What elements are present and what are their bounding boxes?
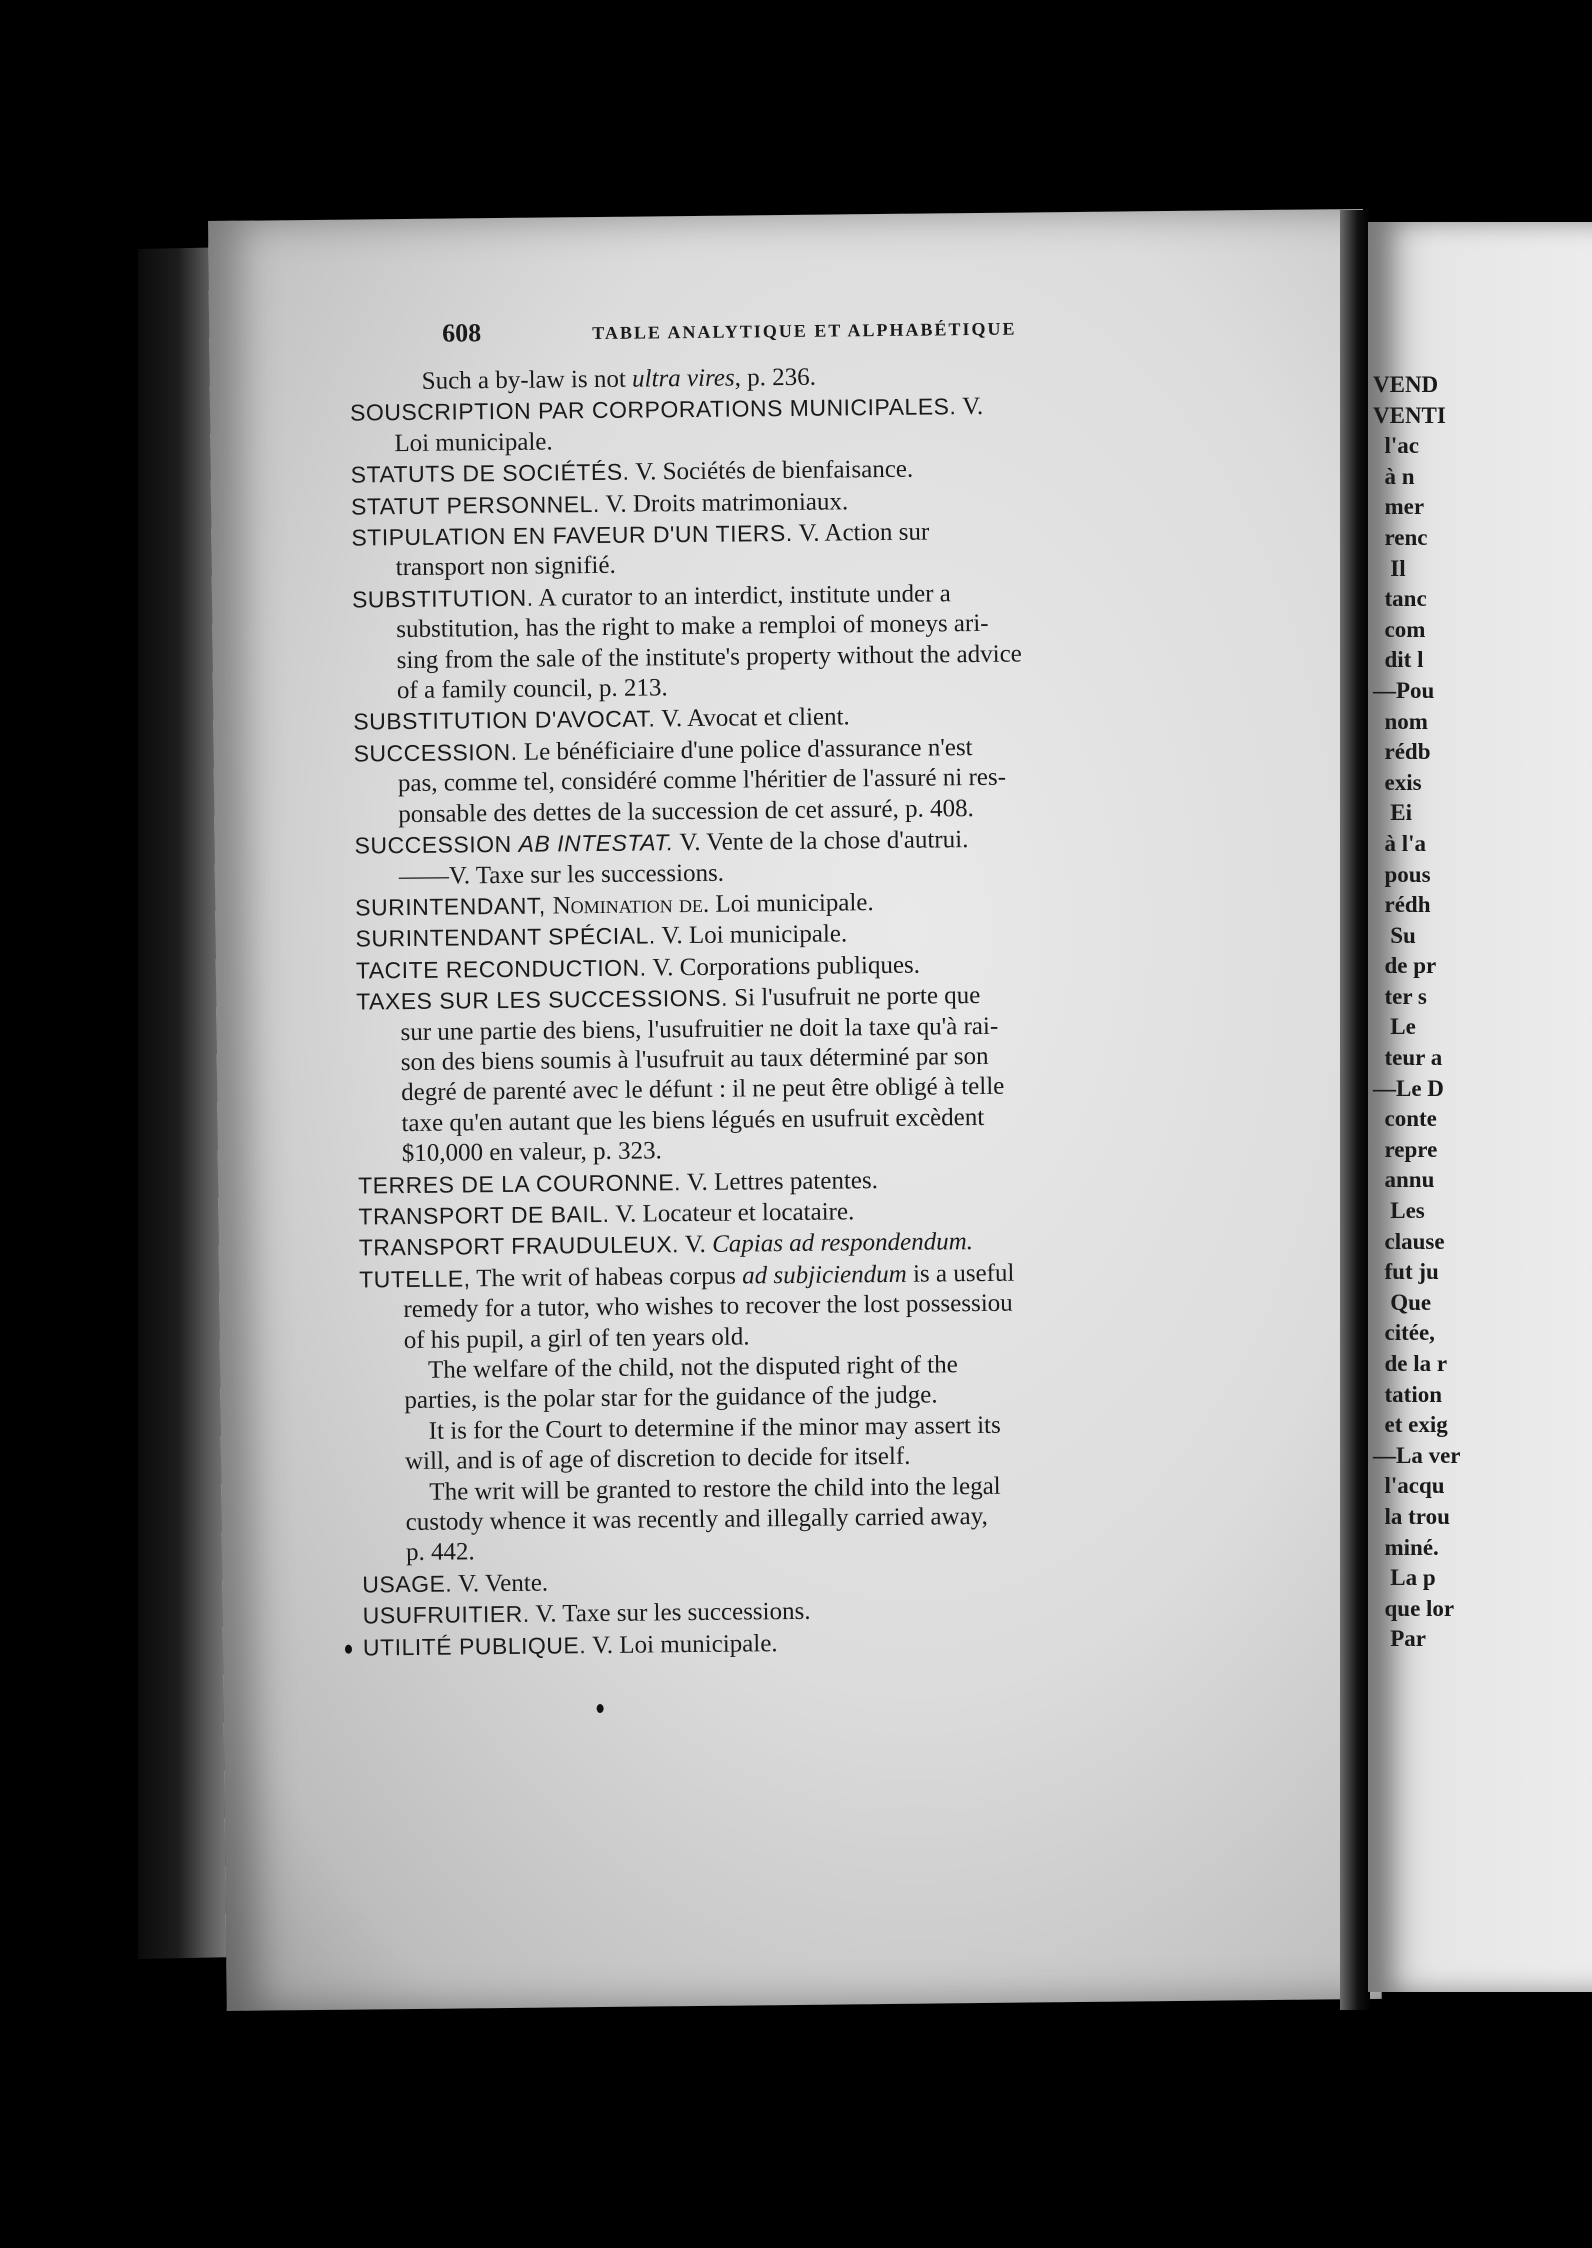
left-page: [208, 209, 1382, 2011]
entry-text: Le bénéficiaire d'une police d'assurance n'est: [517, 733, 973, 766]
entry-text: Loi municipale.: [709, 889, 874, 918]
entry-line: will, and is of age of discretion to decide for itself.: [404, 1442, 911, 1476]
entry-heading-italic: AB INTESTAT.: [518, 829, 674, 857]
right-page-line: —Le D: [1373, 1075, 1444, 1101]
entry-heading: USUFRUITIER.: [362, 1601, 530, 1629]
entry-continuation: sur une partie des biens, l'usufruitier ne doit la taxe qu'à rai-: [400, 1012, 999, 1046]
entry-heading: TAXES SUR LES SUCCESSIONS.: [356, 984, 729, 1015]
entry-heading: SURINTENDANT SPÉCIAL.: [355, 922, 656, 952]
entry-text: is a useful: [906, 1259, 1015, 1288]
entry-first-line: [359, 1259, 1015, 1293]
entry-continuation: transport non signifié.: [395, 552, 616, 582]
entry-heading: SURINTENDANT,: [355, 892, 553, 921]
running-head: TABLE ANALYTIQUE ET ALPHABÉTIQUE: [592, 318, 1017, 344]
entry-heading-smallcaps: Nomination de.: [552, 890, 710, 920]
entry-text: V. Corporations publiques.: [646, 951, 921, 982]
entry-first-line: [358, 1198, 854, 1230]
index-entry: [360, 1348, 1221, 1418]
right-page-line: clause: [1373, 1228, 1445, 1254]
entry-text: V. Loi municipale.: [586, 1629, 778, 1659]
right-page-line: La p: [1373, 1565, 1436, 1591]
entry-line: The writ will be granted to restore the child into the legal: [429, 1472, 1001, 1506]
right-page-line: de pr: [1373, 953, 1437, 979]
entry-continuation: ponsable des dettes de la succession de cet assuré, p. 408.: [398, 794, 974, 828]
entry-first-line: [351, 488, 848, 520]
entry-text: V. Vente.: [452, 1569, 549, 1598]
right-page-line: pous: [1373, 861, 1431, 887]
right-page-line: l'ac: [1373, 433, 1419, 459]
entry-first-line: [358, 1167, 878, 1199]
right-page-line: Le: [1373, 1014, 1416, 1040]
entry-heading: SUBSTITUTION D'AVOCAT.: [353, 705, 656, 736]
entry-first-line: [359, 1228, 973, 1261]
entry-heading: TUTELLE,: [358, 1265, 471, 1293]
entry-heading: TACITE RECONDUCTION.: [355, 954, 647, 984]
index-entry: [351, 514, 1212, 585]
right-page-line: nom: [1373, 708, 1428, 734]
entry-line: parties, is the polar star for the guidance of the judge.: [404, 1381, 938, 1415]
index-entry: [352, 575, 1213, 707]
right-page-line: Les: [1373, 1198, 1425, 1224]
entry-heading: UTILITÉ PUBLIQUE.: [362, 1631, 587, 1661]
entry-text: V. Sociétés de bienfaisance.: [629, 455, 914, 486]
entry-continuation: of a family council, p. 213.: [396, 674, 668, 705]
entry-text: V. Loi municipale.: [655, 920, 848, 950]
entry-line: custody whence it was recently and illegally carried away,: [405, 1502, 988, 1537]
entry-first-line: [356, 982, 980, 1016]
right-page-line: à n: [1373, 463, 1415, 489]
entry-heading: SUBSTITUTION.: [351, 584, 534, 613]
entry-text: V. Locateur et locataire.: [609, 1198, 855, 1228]
right-page-line: rédh: [1373, 892, 1431, 918]
entry-first-line: [362, 1569, 548, 1598]
entry-text: V. Droits matrimoniaux.: [599, 487, 849, 518]
right-page-line: Il: [1373, 555, 1406, 581]
entry-continuation: of his pupil, a girl of ten years old.: [403, 1323, 750, 1354]
right-page-line: fut ju: [1373, 1259, 1439, 1285]
entry-continuation: son des biens soumis à l'usufruit au taux déterminé par son: [400, 1042, 989, 1077]
index-entries: [350, 359, 1224, 1664]
entry-heading: STIPULATION EN FAVEUR D'UN TIERS.: [351, 519, 793, 551]
entry-continuation: Loi municipale.: [394, 428, 553, 457]
entry-text: V. Taxe sur les successions.: [529, 1598, 811, 1629]
page-header: [442, 309, 1342, 358]
entry-continuation: taxe qu'en autant que les biens légués en usufruit excèdent: [401, 1103, 985, 1137]
right-page-line: miné.: [1373, 1534, 1439, 1560]
entry-text: , p. 236.: [734, 363, 817, 392]
index-entry: [361, 1469, 1222, 1569]
ink-speck: [597, 1704, 604, 1713]
entry-first-line: [356, 951, 920, 984]
entry-line: The welfare of the child, not the disputed right of the: [427, 1351, 958, 1384]
entry-text: ultra vires: [631, 364, 735, 393]
right-page-line: annu: [1373, 1167, 1435, 1193]
entry-first-line: [351, 519, 929, 552]
entry-text: Si l'usufruit ne porte que: [727, 982, 981, 1012]
entry-continuation: pas, comme tel, considéré comme l'héritier de l'assuré ni res-: [397, 764, 1007, 798]
right-page-line: —La ver: [1373, 1442, 1461, 1468]
entry-heading: STATUT PERSONNEL.: [350, 490, 600, 520]
right-page-line: la trou: [1373, 1503, 1450, 1529]
right-page-line: l'acqu: [1373, 1473, 1445, 1499]
entry-first-line: [363, 1630, 778, 1661]
book-gutter: [1340, 210, 1370, 2010]
entry-continuation: sing from the sale of the institute's property without the advice: [396, 640, 1022, 674]
entry-line: p. 442.: [405, 1538, 475, 1567]
right-page-line: teur a: [1373, 1045, 1443, 1071]
entry-continuation: degré de parenté avec le défunt : il ne peut être obligé à telle: [401, 1073, 1005, 1107]
entry-first-line: [353, 704, 850, 736]
right-page-line: Que: [1373, 1289, 1432, 1315]
right-page-line: repre: [1373, 1136, 1438, 1162]
right-page-line: VENTI: [1373, 402, 1446, 428]
right-page-text: [1373, 370, 1461, 1655]
index-entry: [359, 1255, 1220, 1356]
entry-first-line: [352, 580, 951, 613]
entry-text: The writ of habeas corpus: [470, 1262, 743, 1293]
right-page-line: dit l: [1373, 647, 1424, 673]
right-page-line: à l'a: [1373, 830, 1427, 856]
entry-heading: USAGE.: [362, 1570, 453, 1598]
right-page-line: de la r: [1373, 1351, 1448, 1376]
right-page-line: Ei: [1373, 800, 1412, 826]
entry-text: V. Lettres patentes.: [680, 1166, 879, 1196]
entry-text: V. Avocat et client.: [655, 703, 850, 733]
right-page-line: ter s: [1373, 983, 1427, 1009]
entry-heading: TRANSPORT FRAUDULEUX.: [358, 1231, 680, 1261]
right-page-line: et exig: [1373, 1412, 1448, 1438]
entry-first-line: [355, 889, 874, 921]
entry-continuation: substitution, has the right to make a remploi of moneys ari-: [396, 610, 989, 644]
entry-heading: SUCCESSION: [354, 830, 519, 859]
entry-text-italic: Capias ad respondendum.: [711, 1228, 974, 1259]
entry-text: V. Action sur: [792, 518, 930, 547]
entry-first-line: [353, 734, 972, 767]
entry-text: Such a by-law is not: [421, 365, 633, 395]
entry-text: V. Vente de la chose d'autrui.: [673, 826, 969, 857]
entry-first-line: [363, 1598, 811, 1630]
right-page-line: tation: [1373, 1381, 1442, 1407]
entry-first-line: [351, 456, 914, 489]
entry-continuation: $10,000 en valeur, p. 323.: [401, 1137, 662, 1168]
right-page-line: —Pou: [1373, 677, 1435, 703]
right-page-line: mer: [1373, 494, 1425, 520]
entry-heading: SOUSCRIPTION PAR CORPORATIONS MUNICIPALES.: [349, 393, 957, 426]
index-entry: [353, 729, 1214, 830]
entry-heading: SUCCESSION.: [353, 738, 518, 767]
entry-text: V.: [956, 393, 984, 421]
entry-line: It is for the Court to determine if the minor may assert its: [428, 1411, 1001, 1445]
right-page-line: renc: [1373, 524, 1428, 550]
entry-heading: TERRES DE LA COURONNE.: [357, 1168, 682, 1199]
right-page: [1368, 222, 1592, 1992]
entry-first-line: [354, 826, 968, 859]
entry-text: A curator to an interdict, institute under a: [533, 580, 951, 612]
entry-heading: STATUTS DE SOCIÉTÉS.: [350, 458, 630, 488]
entry-first-line: [355, 921, 847, 953]
index-entry: [361, 1408, 1222, 1478]
right-page-line: rédb: [1373, 739, 1431, 765]
entry-text: V.: [678, 1231, 713, 1259]
right-page-line: citée,: [1373, 1320, 1435, 1346]
entry-line: ——V. Taxe sur les successions.: [398, 859, 725, 890]
right-page-line: VEND: [1373, 372, 1439, 397]
right-page-line: tanc: [1373, 586, 1427, 612]
right-page-line: Par: [1373, 1626, 1427, 1652]
right-page-line: exis: [1373, 769, 1422, 795]
entry-continuation: remedy for a tutor, who wishes to recover the lost possessiou: [403, 1289, 1013, 1324]
right-page-line: com: [1373, 616, 1426, 642]
ink-speck: [345, 1645, 352, 1654]
index-entry: [356, 978, 1218, 1170]
entry-text-italic: ad subjiciendum: [742, 1260, 907, 1290]
page-number: 608: [442, 318, 482, 348]
right-page-line: Su: [1373, 922, 1416, 948]
entry-first-line: [350, 393, 983, 427]
index-entry: [350, 389, 1211, 460]
entry-heading: TRANSPORT DE BAIL.: [358, 1200, 610, 1230]
right-page-line: conte: [1373, 1106, 1437, 1132]
right-page-line: que lor: [1373, 1595, 1455, 1621]
